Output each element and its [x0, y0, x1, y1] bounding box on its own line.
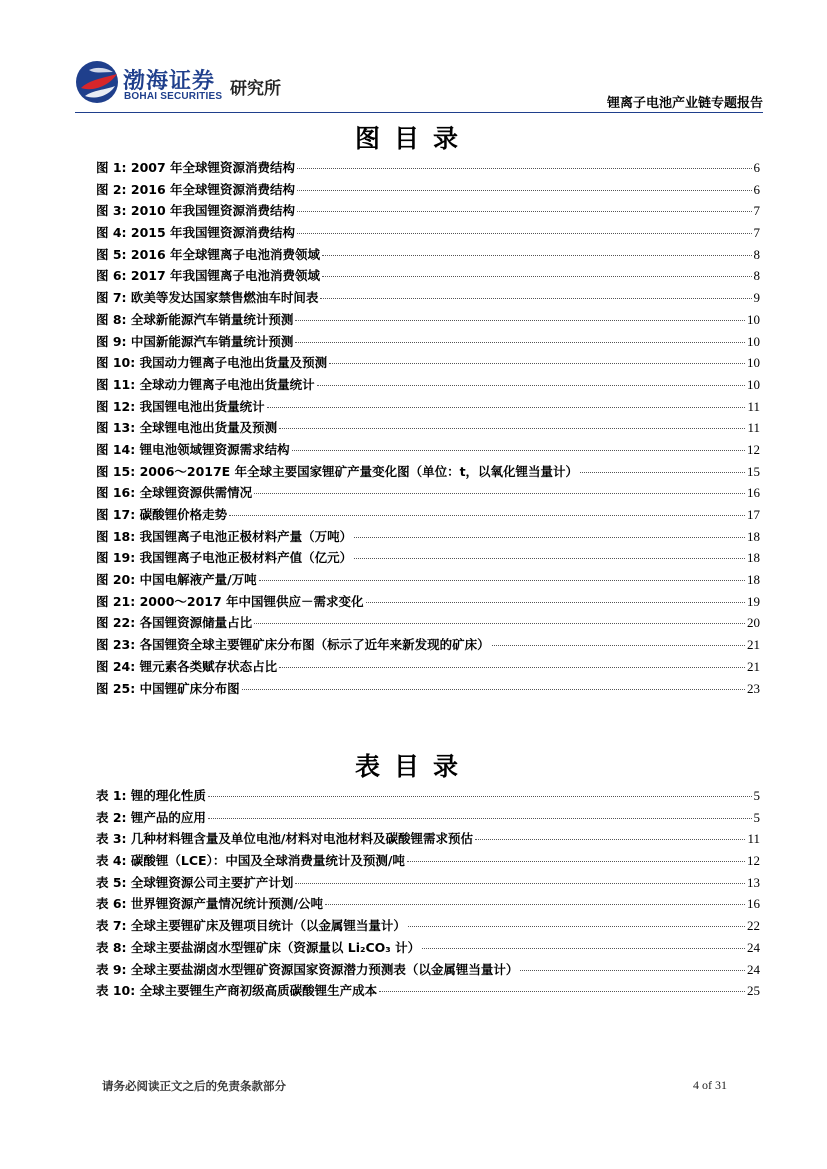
toc-entry-label: 表 3: 几种材料锂含量及单位电池/材料对电池材料及碳酸锂需求预估	[96, 831, 473, 847]
dot-leader	[492, 645, 745, 646]
table-toc-entry[interactable]	[96, 960, 760, 982]
tables-section-title: 表目录	[354, 752, 472, 781]
toc-entry-label: 表 6: 世界锂资源产量情况统计预测/公吨	[96, 896, 323, 912]
toc-entry-page: 6	[753, 181, 760, 197]
toc-entry-page: 8	[753, 268, 760, 284]
toc-entry-page: 18	[747, 572, 760, 588]
figure-toc-entry[interactable]	[96, 397, 760, 419]
toc-entry-page: 19	[747, 593, 760, 609]
footer-disclaimer: 请务必阅读正文之后的免责条款部分	[102, 1079, 286, 1093]
footer-page-number: 4 of 31	[693, 1078, 727, 1092]
figure-toc-entry[interactable]	[96, 570, 760, 592]
toc-entry-page: 9	[753, 290, 760, 306]
toc-entry-label: 图 11: 全球动力锂离子电池出货量统计	[96, 376, 315, 392]
figure-toc-entry[interactable]	[96, 223, 760, 245]
dot-leader	[407, 861, 745, 862]
toc-entry-label: 图 10: 我国动力锂离子电池出货量及预测	[96, 355, 328, 371]
toc-entry-page: 16	[747, 896, 760, 912]
figure-toc-entry[interactable]	[96, 440, 760, 462]
toc-entry-page: 21	[747, 658, 760, 674]
figure-toc-entry[interactable]	[96, 245, 760, 267]
figure-toc-entry[interactable]	[96, 505, 760, 527]
dot-leader	[325, 904, 745, 905]
toc-entry-page: 12	[747, 853, 760, 869]
toc-entry-label: 图 4: 2015 年我国锂资源消费结构	[96, 225, 296, 241]
dot-leader	[297, 211, 751, 212]
toc-entry-label: 图 18: 我国锂离子电池正极材料产量（万吨）	[96, 528, 353, 544]
dot-leader	[279, 667, 745, 668]
toc-entry-label: 表 4: 碳酸锂（LCE）：中国及全球消费量统计及预测/吨	[96, 853, 405, 869]
bohai-logo-icon	[75, 60, 121, 104]
figure-toc-entry[interactable]	[96, 180, 760, 202]
dot-leader	[379, 991, 745, 992]
toc-entry-label: 图 22: 各国锂资源储量占比	[96, 615, 253, 631]
dot-leader	[295, 320, 745, 321]
toc-entry-label: 表 7: 全球主要锂矿床及锂项目统计（以金属锂当量计）	[96, 918, 406, 934]
table-toc-entry[interactable]	[96, 981, 760, 1003]
toc-entry-label: 图 6: 2017 年我国锂离子电池消费领域	[96, 268, 321, 284]
toc-entry-page: 8	[753, 246, 760, 262]
toc-entry-page: 7	[753, 203, 760, 219]
toc-entry-page: 5	[753, 788, 760, 803]
toc-entry-label: 图 7: 欧美等发达国家禁售燃油车时间表	[96, 290, 319, 306]
figure-toc-entry[interactable]	[96, 462, 760, 484]
toc-entry-label: 图 9: 中国新能源汽车销量统计预测	[96, 333, 294, 349]
figure-toc-entry[interactable]	[96, 679, 760, 701]
toc-entry-page: 11	[747, 420, 760, 436]
dot-leader	[208, 796, 752, 797]
table-toc-entry[interactable]	[96, 808, 760, 830]
dot-leader	[297, 168, 751, 169]
dot-leader	[259, 580, 745, 581]
toc-entry-label: 图 17: 碳酸锂价格走势	[96, 507, 228, 522]
toc-entry-page: 17	[747, 507, 760, 522]
toc-entry-page: 6	[753, 160, 760, 175]
dot-leader	[422, 948, 745, 949]
brand-name-en: BOHAI SECURITIES	[124, 91, 223, 102]
toc-entry-label: 图 12: 我国锂电池出货量统计	[96, 398, 265, 414]
figures-section-title: 图目录	[354, 124, 472, 153]
toc-entry-label: 表 10: 全球主要锂生产商初级高质碳酸锂生产成本	[96, 983, 378, 999]
figure-toc-entry[interactable]	[96, 332, 760, 354]
toc-entry-page: 10	[747, 333, 760, 349]
figure-toc-entry[interactable]	[96, 613, 760, 635]
toc-entry-label: 表 8: 全球主要盐湖卤水型锂矿床（资源量以 Li₂CO₃ 计）	[96, 939, 421, 955]
toc-entry-page: 24	[747, 961, 760, 977]
page-header	[75, 58, 763, 112]
toc-entry-label: 图 15: 2006～2017E 年全球主要国家锂矿产量变化图（单位：t，以氧化锂当量计）	[96, 463, 579, 479]
toc-entry-page: 25	[747, 983, 760, 999]
dot-leader	[317, 385, 745, 386]
report-title: 锂离子电池产业链专题报告	[606, 96, 763, 111]
figure-toc-entry[interactable]	[96, 158, 760, 180]
toc-entry-label: 图 14: 锂电池领域锂资源需求结构	[96, 441, 290, 457]
toc-entry-page: 23	[747, 680, 760, 696]
figure-toc-entry[interactable]	[96, 483, 760, 505]
toc-entry-page: 11	[747, 398, 760, 414]
toc-entry-page: 18	[747, 550, 760, 566]
dot-leader	[580, 472, 745, 473]
toc-entry-page: 5	[753, 809, 760, 825]
table-toc-entry[interactable]	[96, 938, 760, 960]
dot-leader	[254, 493, 745, 494]
toc-entry-label: 图 1: 2007 年全球锂资源消费结构	[96, 160, 296, 175]
table-toc-entry[interactable]	[96, 851, 760, 873]
dot-leader	[297, 190, 751, 191]
dot-leader	[366, 602, 745, 603]
toc-entry-page: 11	[747, 831, 760, 847]
table-toc-entry[interactable]	[96, 829, 760, 851]
figure-toc-entry[interactable]	[96, 635, 760, 657]
institute-label: 研究所	[230, 79, 281, 99]
toc-entry-label: 表 1: 锂的理化性质	[96, 788, 206, 803]
dot-leader	[354, 537, 745, 538]
dot-leader	[242, 689, 745, 690]
dot-leader	[279, 428, 745, 429]
toc-entry-label: 图 3: 2010 年我国锂资源消费结构	[96, 203, 296, 219]
figure-toc-entry[interactable]	[96, 288, 760, 310]
dot-leader	[267, 407, 746, 408]
figure-toc-entry[interactable]	[96, 310, 760, 332]
figure-toc-entry[interactable]	[96, 418, 760, 440]
toc-entry-page: 22	[747, 918, 760, 934]
toc-entry-page: 10	[747, 311, 760, 327]
dot-leader	[297, 233, 751, 234]
figure-toc-entry[interactable]	[96, 375, 760, 397]
toc-entry-page: 7	[753, 225, 760, 241]
toc-entry-page: 18	[747, 528, 760, 544]
table-toc-entry[interactable]	[96, 894, 760, 916]
toc-entry-page: 12	[747, 441, 760, 457]
table-toc-entry[interactable]	[96, 786, 760, 808]
dot-leader	[295, 883, 745, 884]
figure-toc-entry[interactable]	[96, 548, 760, 570]
figure-toc-entry[interactable]	[96, 201, 760, 223]
dot-leader	[475, 839, 746, 840]
dot-leader	[322, 255, 751, 256]
figure-toc-list	[96, 158, 760, 700]
toc-entry-label: 图 20: 中国电解液产量/万吨	[96, 572, 257, 588]
toc-entry-label: 表 9: 全球主要盐湖卤水型锂矿资源国家资源潜力预测表（以金属锂当量计）	[96, 961, 519, 977]
toc-entry-page: 15	[747, 463, 760, 479]
toc-entry-label: 图 5: 2016 年全球锂离子电池消费领域	[96, 246, 321, 262]
brand-name-cn: 渤海证券	[123, 68, 216, 94]
toc-entry-label: 表 2: 锂产品的应用	[96, 809, 206, 825]
figure-toc-entry[interactable]	[96, 266, 760, 288]
figure-toc-entry[interactable]	[96, 527, 760, 549]
figure-toc-entry[interactable]	[96, 657, 760, 679]
toc-entry-page: 10	[747, 355, 760, 371]
toc-entry-page: 24	[747, 939, 760, 955]
toc-entry-label: 表 5: 全球锂资源公司主要扩产计划	[96, 874, 294, 890]
toc-entry-label: 图 8: 全球新能源汽车销量统计预测	[96, 311, 294, 327]
toc-entry-page: 21	[747, 637, 760, 653]
toc-entry-page: 20	[747, 615, 760, 631]
dot-leader	[354, 558, 745, 559]
dot-leader	[208, 818, 752, 819]
dot-leader	[254, 623, 745, 624]
dot-leader	[229, 515, 745, 516]
toc-entry-label: 图 16: 全球锂资源供需情况	[96, 485, 253, 501]
toc-entry-page: 13	[747, 874, 760, 890]
toc-entry-label: 图 25: 中国锂矿床分布图	[96, 680, 240, 696]
toc-entry-page: 16	[747, 485, 760, 501]
table-toc-entry[interactable]	[96, 916, 760, 938]
header-divider	[75, 112, 763, 113]
dot-leader	[408, 926, 745, 927]
table-toc-list	[96, 786, 760, 1003]
toc-entry-label: 图 21: 2000～2017 年中国锂供应－需求变化	[96, 593, 364, 609]
dot-leader	[320, 298, 751, 299]
toc-entry-label: 图 24: 锂元素各类赋存状态占比	[96, 658, 278, 674]
toc-entry-label: 图 19: 我国锂离子电池正极材料产值（亿元）	[96, 550, 353, 566]
figure-toc-entry[interactable]	[96, 353, 760, 375]
toc-entry-page: 10	[747, 376, 760, 392]
toc-entry-label: 图 13: 全球锂电池出货量及预测	[96, 420, 278, 436]
dot-leader	[329, 363, 745, 364]
toc-entry-label: 图 2: 2016 年全球锂资源消费结构	[96, 181, 296, 197]
toc-entry-label: 图 23: 各国锂资全球主要锂矿床分布图（标示了近年来新发现的矿床）	[96, 637, 490, 653]
dot-leader	[520, 970, 745, 971]
table-toc-entry[interactable]	[96, 873, 760, 895]
dot-leader	[295, 342, 745, 343]
dot-leader	[292, 450, 745, 451]
figure-toc-entry[interactable]	[96, 592, 760, 614]
dot-leader	[322, 276, 751, 277]
